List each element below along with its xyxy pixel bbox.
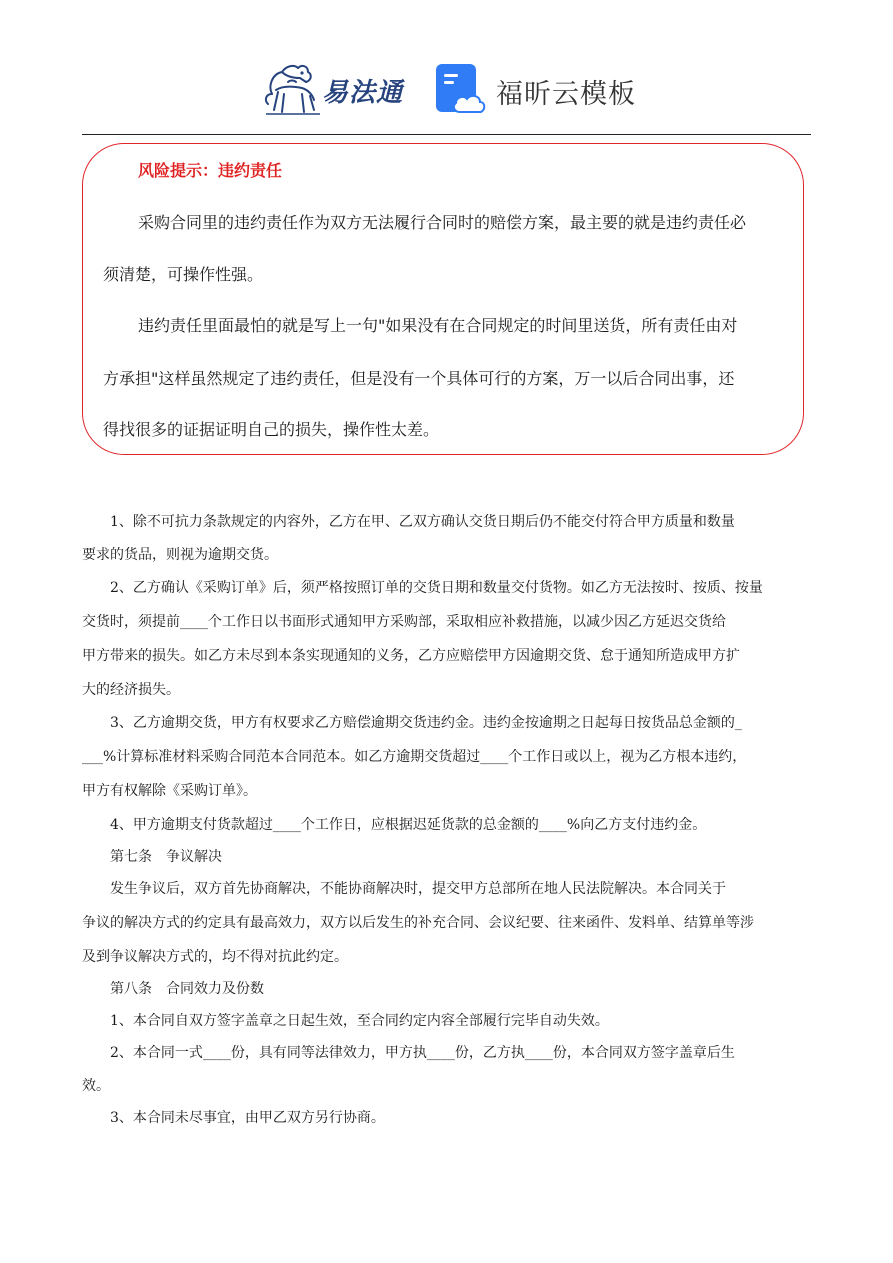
yifatong-logo: [262, 58, 422, 120]
clause-paragraph-line: 及到争议解决方式的，均不得对抗此约定。: [82, 949, 348, 965]
section-heading: 第七条 争议解决: [110, 849, 222, 865]
clause-paragraph-line: 1、除不可抗力条款规定的内容外，乙方在甲、乙双方确认交货日期后仍不能交付符合甲方质量和数量: [110, 514, 735, 530]
clause-paragraph-line: 大的经济损失。: [82, 682, 180, 698]
clause-paragraph-line: 争议的解决方式的约定具有最高效力，双方以后发生的补充合同、会议纪要、往来函件、发料单、结算单等涉: [82, 915, 754, 931]
risk-warning-box: [82, 143, 804, 455]
risk-warning-line: 得找很多的证据证明自己的损失，操作性太差。: [103, 420, 440, 439]
clause-paragraph-line: 2、本合同一式____份，具有同等法律效力，甲方执____份，乙方执____份，本合同双方签字盖章后生: [110, 1045, 735, 1061]
risk-warning-line: 违约责任里面最怕的就是写上一句"如果没有在合同规定的时间里送货，所有责任由对: [138, 316, 738, 335]
risk-warning-title: 风险提示：违约责任: [138, 161, 283, 180]
fuxin-logo: [434, 58, 644, 120]
clause-paragraph-line: 甲方有权解除《采购订单》。: [82, 783, 257, 799]
fuxin-logo-text: 福昕云模板: [496, 79, 636, 110]
qilin-logo-icon: [262, 60, 324, 118]
clause-paragraph-line: 2、乙方确认《采购订单》后，须严格按照订单的交货日期和数量交付货物。如乙方无法按时、按质、按量: [110, 580, 763, 596]
header-divider: [82, 134, 811, 135]
clause-paragraph-line: 3、乙方逾期交货，甲方有权要求乙方赔偿逾期交货违约金。违约金按逾期之日起每日按货品总金额的_: [110, 715, 742, 731]
risk-warning-line: 方承担"这样虽然规定了违约责任，但是没有一个具体可行的方案，万一以后合同出事，还: [103, 369, 735, 388]
clause-paragraph-line: 发生争议后，双方首先协商解决，不能协商解决时，提交甲方总部所在地人民法院解决。本合同关于: [110, 881, 726, 897]
risk-warning-line: 须清楚，可操作性强。: [103, 265, 264, 284]
clause-paragraph-line: 甲方带来的损失。如乙方未尽到本条实现通知的义务，乙方应赔偿甲方因逾期交货、怠于通知所造成甲方扩: [82, 648, 740, 664]
section-heading: 第八条 合同效力及份数: [110, 981, 264, 997]
clause-paragraph-line: 4、甲方逾期支付货款超过____个工作日，应根据迟延货款的总金额的____%向乙方支付违约金。: [110, 817, 707, 833]
page-header: [0, 58, 893, 124]
yifatong-logo-text: 易法通: [322, 78, 404, 108]
clause-paragraph-line: 效。: [82, 1078, 110, 1094]
clause-paragraph-line: 要求的货品，则视为逾期交货。: [82, 547, 278, 563]
clause-paragraph-line: 交货时，须提前____个工作日以书面形式通知甲方采购部，采取相应补救措施，以减少因乙方延迟交货给: [82, 614, 726, 630]
clause-paragraph-line: 1、本合同自双方签字盖章之日起生效，至合同约定内容全部履行完毕自动失效。: [110, 1013, 609, 1029]
clause-paragraph-line: ___%计算标准材料采购合同范本合同范本。如乙方逾期交货超过____个工作日或以上，视为乙方根本违约，: [82, 749, 747, 765]
document-cloud-icon: [434, 62, 488, 116]
clause-paragraph-line: 3、本合同未尽事宜，由甲乙双方另行协商。: [110, 1110, 385, 1126]
risk-warning-line: 采购合同里的违约责任作为双方无法履行合同时的赔偿方案，最主要的就是违约责任必: [138, 213, 747, 232]
